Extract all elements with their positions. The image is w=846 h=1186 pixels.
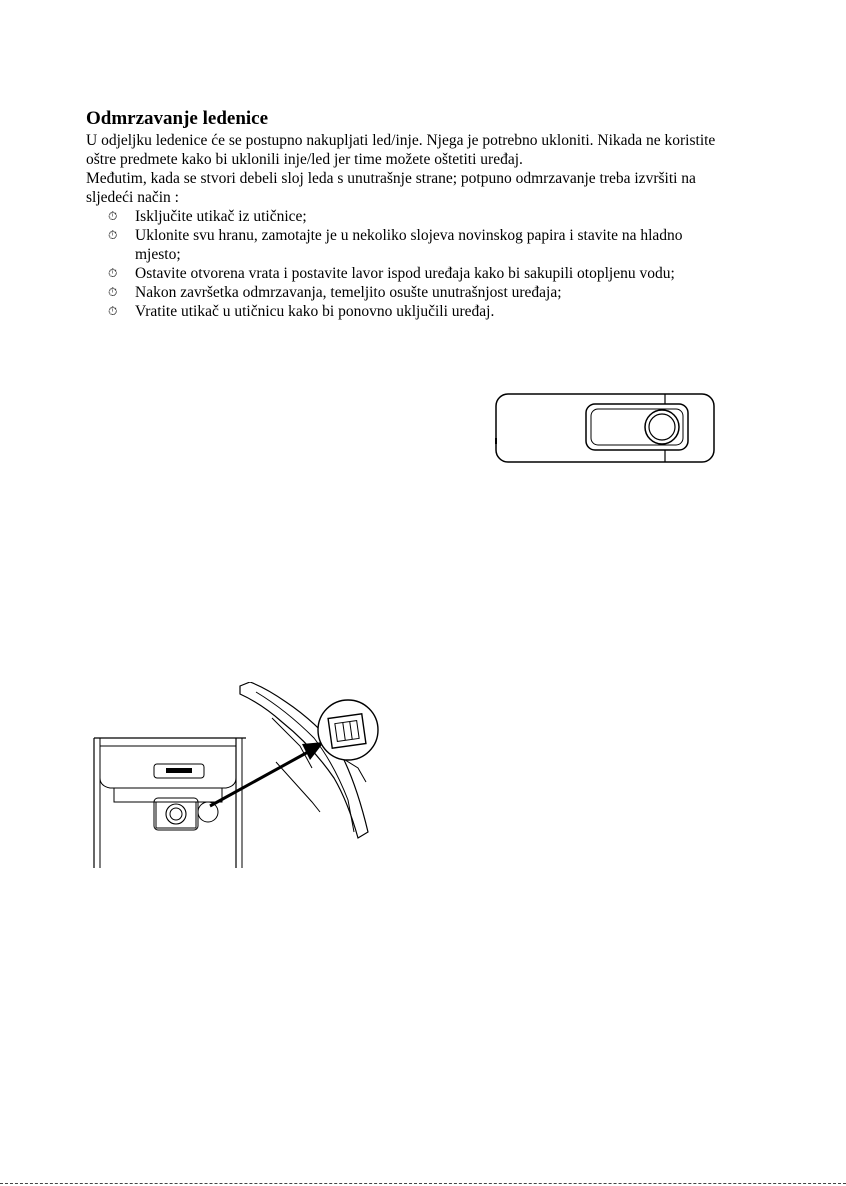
clock-bullet-icon: ⏱ (108, 304, 118, 318)
step-text: Uklonite svu hranu, zamotajte je u nekoliko slojeva novinskog papira i stavite na hladno mjesto; (135, 227, 683, 263)
step-text: Nakon završetka odmrzavanja, temeljito osušte unutrašnjost uređaja; (135, 284, 562, 301)
step-text: Vratite utikač u utičnicu kako bi ponovno uključili uređaj. (135, 303, 495, 320)
clock-bullet-icon: ⏱ (108, 209, 118, 223)
clock-bullet-icon: ⏱ (108, 228, 118, 242)
step-text: Isključite utikač iz utičnice; (135, 208, 307, 225)
instruction-paragraph: Međutim, kada se stvori debeli sloj leda s unutrašnje strane; potpuno odmrzavanje treba izvršiti na sljedeći način : (86, 170, 696, 206)
section-heading: Odmrzavanje ledenice (86, 108, 269, 129)
intro-paragraph: U odjeljku ledenice će se postupno nakupljati led/inje. Njega je potrebno ukloniti. Nikada ne koristite oštre predmete kako bi uklonili inje/led jer time možete oštetiti uređaj. (86, 132, 716, 168)
clock-bullet-icon: ⏱ (108, 285, 118, 299)
list-item (108, 207, 708, 226)
list-item (108, 264, 708, 283)
defrost-steps-list (108, 207, 708, 321)
list-item (108, 302, 708, 321)
thermostat-knob-icon (494, 392, 716, 464)
step-text: Ostavite otvorena vrata i postavite lavor ispod uređaja kako bi sakupili otopljenu vodu; (135, 265, 675, 282)
page-bottom-border (0, 1183, 846, 1184)
clock-bullet-icon: ⏱ (108, 266, 118, 280)
fridge-interior-icon (86, 682, 386, 872)
list-item (108, 283, 708, 302)
list-item (108, 226, 708, 264)
